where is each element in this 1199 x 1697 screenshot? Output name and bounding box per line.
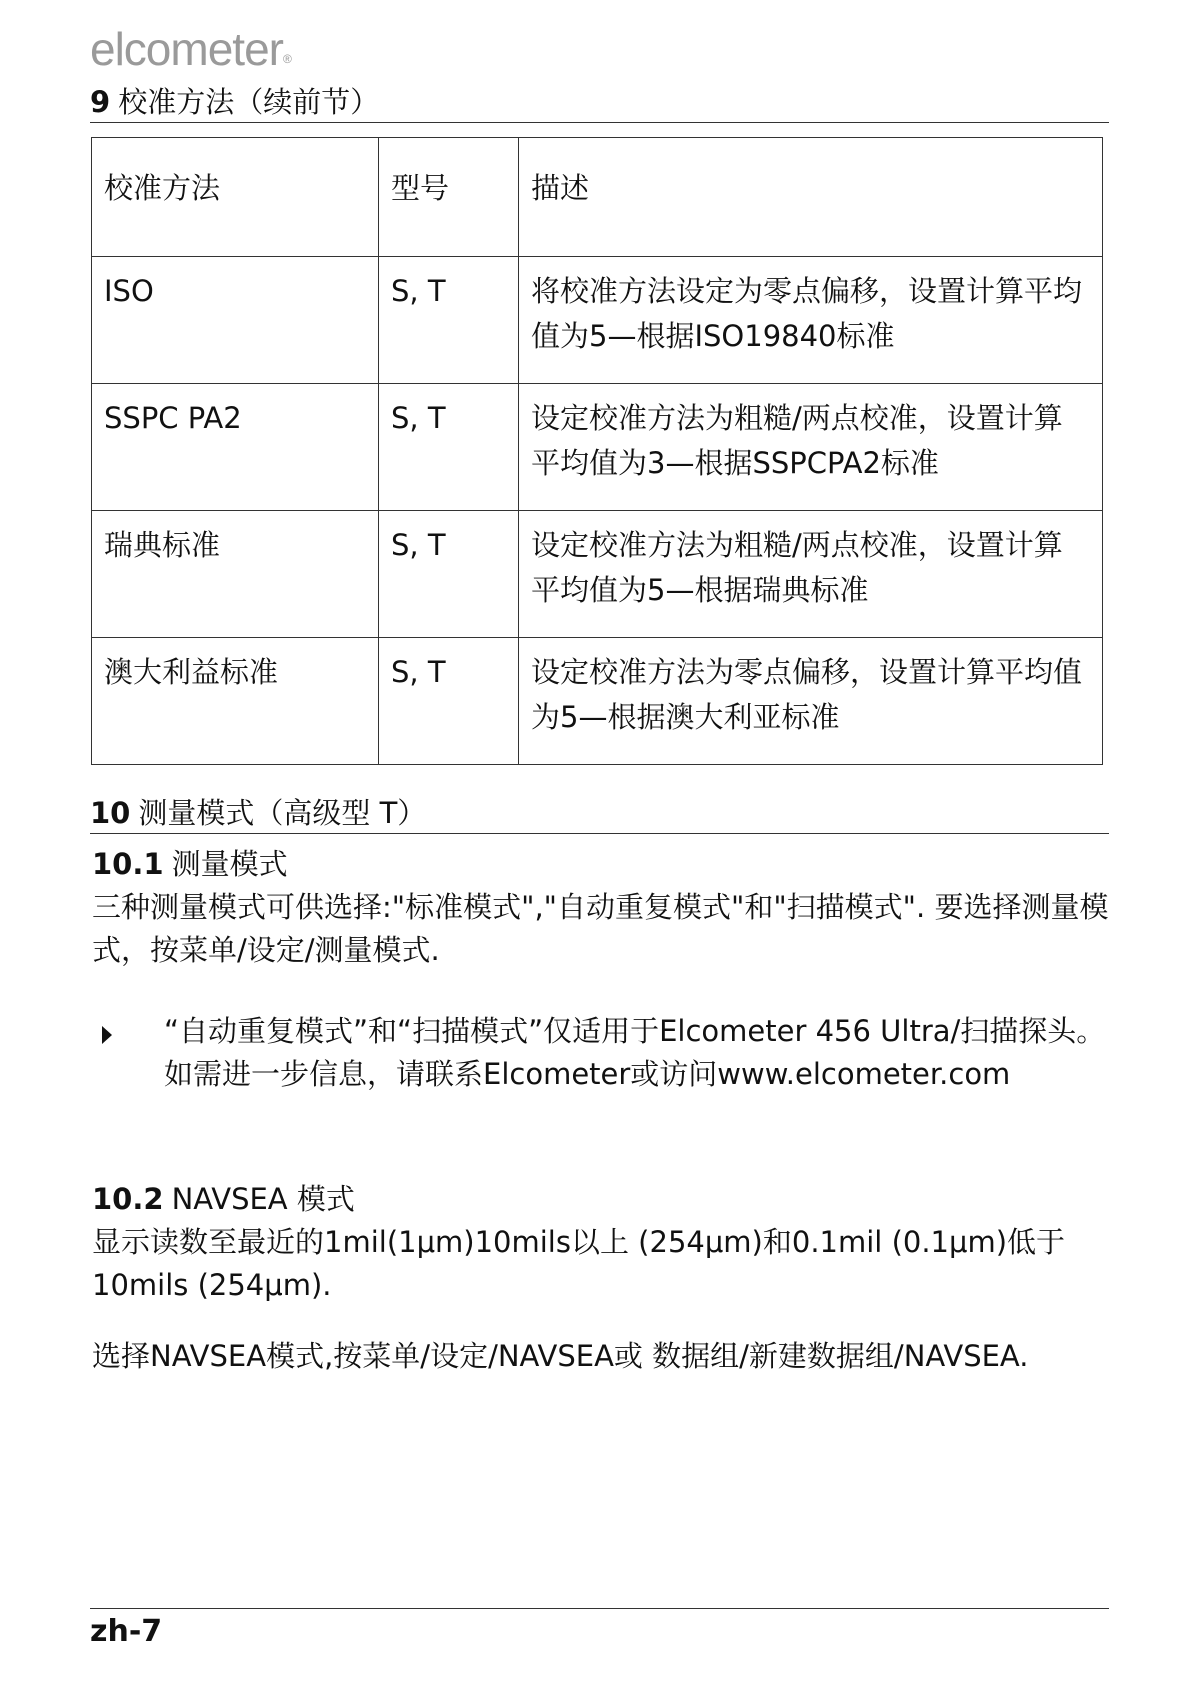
subsection-10-2-title: NAVSEA 模式 xyxy=(171,1182,355,1216)
method-cell: SSPC PA2 xyxy=(92,384,379,511)
logo-text: elcometer xyxy=(90,23,283,75)
method-cell: ISO xyxy=(92,257,379,384)
subsection-10-2-body-1: 显示读数至最近的1mil(1μm)10mils以上 (254μm)和0.1mil (0.1μm)低于10mils (254μm). xyxy=(92,1225,1066,1302)
header-model: 型号 xyxy=(379,138,519,257)
description-cell: 将校准方法设定为零点偏移，设置计算平均值为5—根据ISO19840标准 xyxy=(519,257,1103,384)
description-cell: 设定校准方法为粗糙/两点校准，设置计算平均值为3—根据SSPCPA2标准 xyxy=(519,384,1103,511)
method-cell: 澳大利益标准 xyxy=(92,638,379,765)
calibration-methods-table xyxy=(91,137,1103,765)
description-cell: 设定校准方法为零点偏移，设置计算平均值为5—根据澳大利亚标准 xyxy=(519,638,1103,765)
table-row xyxy=(92,384,1103,511)
subsection-10-1-heading xyxy=(92,843,1109,886)
subsection-10-2-body-2: 选择NAVSEA模式,按菜单/设定/NAVSEA或 数据组/新建数据组/NAVSEA. xyxy=(92,1339,1029,1373)
subsection-10-2-heading xyxy=(92,1178,1109,1221)
section-9-title: 校准方法（续前节） xyxy=(118,85,380,119)
model-cell: S, T xyxy=(379,638,519,765)
method-cell: 瑞典标准 xyxy=(92,511,379,638)
subsection-10-2 xyxy=(92,1178,1109,1378)
table-row xyxy=(92,638,1103,765)
page-number: zh-7 xyxy=(90,1614,163,1649)
section-9-number: 9 xyxy=(90,85,111,119)
table-header-row xyxy=(92,138,1103,257)
logo-registered-mark: ® xyxy=(282,52,291,66)
section-10-title: 测量模式（高级型 T） xyxy=(138,796,427,830)
header-method: 校准方法 xyxy=(92,138,379,257)
subsection-10-1-number: 10.1 xyxy=(92,847,164,881)
elcometer-logo xyxy=(90,23,291,75)
footer-divider xyxy=(90,1608,1109,1609)
header-description: 描述 xyxy=(519,138,1103,257)
section-10-heading xyxy=(90,795,1109,834)
table-row xyxy=(92,257,1103,384)
model-cell: S, T xyxy=(379,384,519,511)
section-10-number: 10 xyxy=(90,796,131,830)
description-cell: 设定校准方法为粗糙/两点校准，设置计算平均值为5—根据瑞典标准 xyxy=(519,511,1103,638)
note-block xyxy=(92,1010,1109,1096)
model-cell: S, T xyxy=(379,257,519,384)
subsection-10-1-body: 三种测量模式可供选择:"标准模式","自动重复模式"和"扫描模式". 要选择测量模式，按菜单/设定/测量模式. xyxy=(92,890,1109,967)
arrow-bullet-icon xyxy=(102,1026,112,1044)
subsection-10-1-title: 测量模式 xyxy=(171,847,288,881)
section-9-heading xyxy=(90,84,1109,123)
subsection-10-2-number: 10.2 xyxy=(92,1182,164,1216)
table-row xyxy=(92,511,1103,638)
model-cell: S, T xyxy=(379,511,519,638)
subsection-10-1 xyxy=(92,843,1109,972)
note-text: “自动重复模式”和“扫描模式”仅适用于Elcometer 456 Ultra/扫描探头。如需进一步信息，请联系Elcometer或访问www.elcometer.com xyxy=(164,1014,1106,1091)
